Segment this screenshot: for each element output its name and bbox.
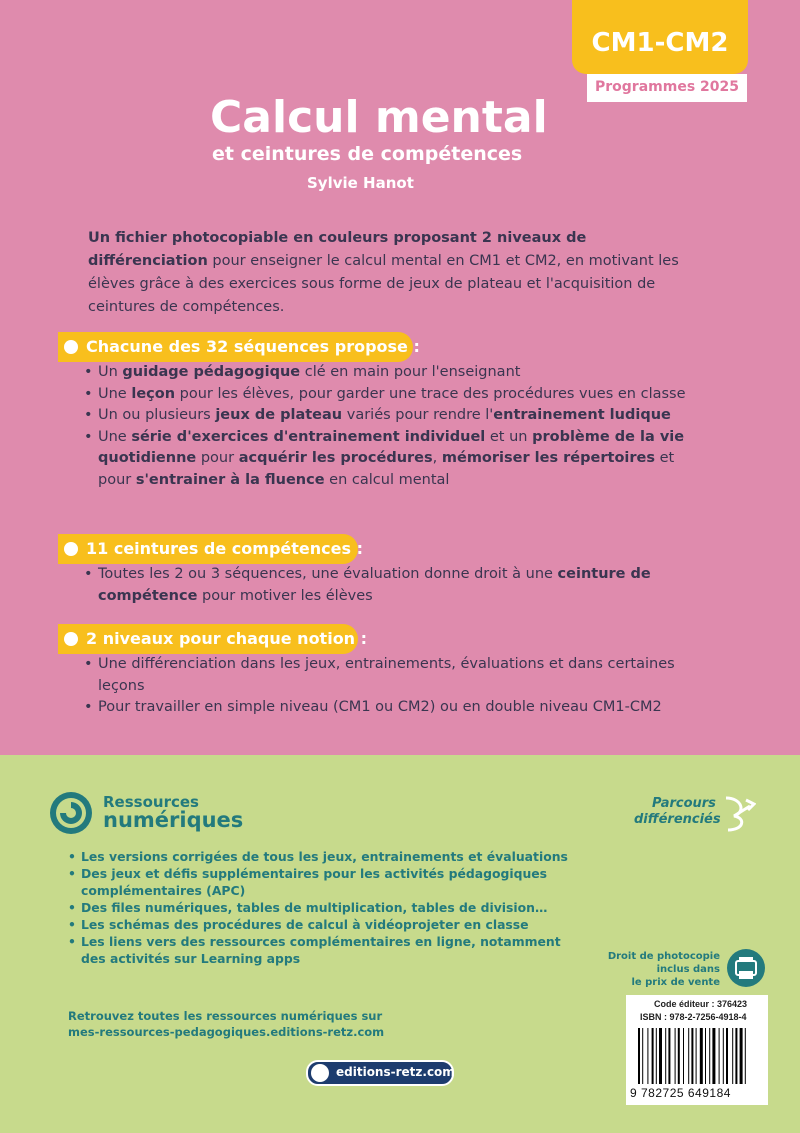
- barcode-bar: [678, 1028, 680, 1084]
- item-text: et pour: [98, 450, 675, 488]
- list-item: [80, 564, 700, 607]
- item-text: Un: [98, 364, 123, 380]
- search-icon: [311, 1064, 329, 1082]
- isbn: ISBN : 978-2-7256-4918-4: [640, 1012, 747, 1022]
- ean-digits: 9 782725 649184: [630, 1086, 731, 1100]
- item-text: Toutes les 2 ou 3 séquences, une évaluation donne droit à une: [98, 566, 558, 582]
- resources-title-line1: Ressources: [103, 793, 199, 811]
- resources-find-line1: Retrouvez toutes les ressources numériques sur: [68, 1009, 383, 1023]
- barcode-bar: [726, 1028, 728, 1084]
- item-text: et un: [485, 428, 533, 445]
- barcode-bars: [638, 1028, 764, 1084]
- barcode-bar: [656, 1028, 657, 1084]
- barcode-bar: [675, 1028, 676, 1084]
- item-text: clé en main pour l'enseignant: [300, 364, 521, 380]
- book-title: Calcul mental: [210, 92, 548, 143]
- barcode-bar: [723, 1028, 724, 1084]
- intro-paragraph: [88, 227, 698, 319]
- emphasis-text: jeux de plateau: [215, 407, 343, 423]
- bullet-dot-icon: [64, 340, 78, 354]
- barcode-bar: [735, 1028, 737, 1084]
- photocopy-line2: inclus dans: [656, 964, 720, 975]
- barcode-bar: [652, 1028, 654, 1084]
- barcode-bar: [647, 1028, 648, 1084]
- item-text: en calcul mental: [324, 471, 450, 488]
- barcode-bar: [732, 1028, 733, 1084]
- barcode-bar: [638, 1028, 640, 1084]
- digital-resources-icon: [48, 790, 94, 836]
- barcode-bar: [688, 1028, 689, 1084]
- resource-item: • Des files numériques, tables de multiplication, tables de division…: [68, 899, 588, 916]
- barcode-bar: [659, 1028, 662, 1084]
- program-label: Programmes 2025: [595, 79, 739, 95]
- section-list: [80, 362, 700, 491]
- parcours-arrow-icon: [720, 794, 756, 834]
- emphasis-text: entrainement ludique: [493, 407, 671, 423]
- emphasis-text: problème de la vie quotidienne: [98, 428, 685, 466]
- item-text: Pour travailler en simple niveau (CM1 ou CM2) ou en double niveau CM1-CM2: [98, 699, 662, 715]
- item-text: ,: [432, 450, 442, 466]
- item-text: pour les élèves, pour garder une trace des procédures vues en classe: [175, 385, 686, 402]
- barcode-bar: [700, 1028, 703, 1084]
- barcode-bar: [740, 1028, 743, 1084]
- emphasis-text: série d'exercices d'entrainement individuel: [131, 428, 486, 445]
- photocopy-notice: [600, 950, 720, 989]
- publisher-code: Code éditeur : 376423: [654, 999, 748, 1009]
- resources-list: [68, 848, 588, 967]
- barcode-bar: [705, 1028, 706, 1084]
- intro-rest: pour enseigner le calcul mental en CM1 et CM2, en motivant les élèves grâce à des exercices sous forme de jeux de plateau et l'acquisition de ceintures de compétences.: [88, 253, 679, 315]
- list-item: [80, 405, 700, 427]
- section-list: [80, 564, 700, 607]
- author-name: Sylvie Hanot: [307, 174, 414, 192]
- resource-item: • Les schémas des procédures de calcul à vidéoprojeter en classe: [68, 916, 588, 933]
- resource-item: • Les versions corrigées de tous les jeux, entrainements et évaluations: [68, 848, 588, 865]
- book-subtitle: et ceintures de compétences: [212, 143, 523, 165]
- level-label: CM1-CM2: [591, 28, 729, 58]
- section-heading-label: 2 niveaux pour chaque notion :: [86, 629, 368, 648]
- photocopier-icon: [726, 948, 766, 988]
- section-heading-label: Chacune des 32 séquences propose :: [86, 337, 420, 356]
- resource-item: • Des jeux et défis supplémentaires pour les activités pédagogiques complémentaires (APC): [68, 865, 588, 899]
- barcode-bar: [683, 1028, 684, 1084]
- emphasis-text: mémoriser les répertoires: [441, 450, 655, 466]
- list-item: [80, 384, 700, 406]
- emphasis-text: acquérir les procédures: [238, 450, 433, 466]
- intro-bold: Un fichier photocopiable en couleurs proposant 2 niveaux de différenciation: [88, 230, 587, 269]
- section-heading: [58, 332, 420, 362]
- parcours-line1: Parcours: [652, 796, 716, 811]
- photocopy-line3: le prix de vente: [631, 977, 720, 988]
- resources-link-text: [68, 1008, 384, 1040]
- emphasis-text: guidage pédagogique: [122, 364, 301, 380]
- barcode-bar: [709, 1028, 710, 1084]
- item-text: Une: [98, 385, 132, 402]
- photocopy-line1: Droit de photocopie: [607, 951, 720, 962]
- barcode-bar: [719, 1028, 720, 1084]
- section-heading: [58, 624, 368, 654]
- resource-item: • Les liens vers des ressources complémentaires en ligne, notamment des activités sur Learning apps: [68, 933, 588, 967]
- item-text: Une: [98, 428, 132, 445]
- item-text: pour motiver les élèves: [197, 587, 373, 604]
- resources-title-line2: numériques: [103, 808, 244, 832]
- bullet-dot-icon: [64, 542, 78, 556]
- barcode-bar: [745, 1028, 746, 1084]
- barcode-bar: [691, 1028, 693, 1084]
- item-text: pour: [196, 450, 239, 466]
- section-heading: [58, 534, 363, 564]
- list-item: [80, 654, 700, 697]
- barcode-bar: [665, 1028, 666, 1084]
- item-text: variés pour rendre l': [342, 407, 494, 423]
- barcode-bar: [642, 1028, 643, 1084]
- item-text: Une différenciation dans les jeux, entrainements, évaluations et dans certaines leçons: [98, 656, 675, 694]
- emphasis-text: s'entrainer à la fluence: [135, 471, 325, 488]
- publisher-site-label: editions-retz.com: [336, 1065, 455, 1079]
- list-item: [80, 362, 700, 384]
- barcode-bar: [668, 1028, 670, 1084]
- bullet-dot-icon: [64, 632, 78, 646]
- barcode-bar: [712, 1028, 715, 1084]
- emphasis-text: ceinture de compétence: [98, 566, 651, 604]
- barcode-bar: [696, 1028, 697, 1084]
- publisher-site-badge[interactable]: [306, 1060, 454, 1086]
- section-heading-label: 11 ceintures de compétences :: [86, 539, 363, 558]
- parcours-line2: différenciés: [634, 812, 721, 827]
- section-list: [80, 654, 700, 719]
- list-item: [80, 697, 700, 719]
- item-text: Un ou plusieurs: [98, 407, 216, 423]
- resources-find-url[interactable]: mes-ressources-pedagogiques.editions-retz.com: [68, 1025, 385, 1039]
- list-item: [80, 427, 700, 492]
- emphasis-text: leçon: [131, 385, 176, 402]
